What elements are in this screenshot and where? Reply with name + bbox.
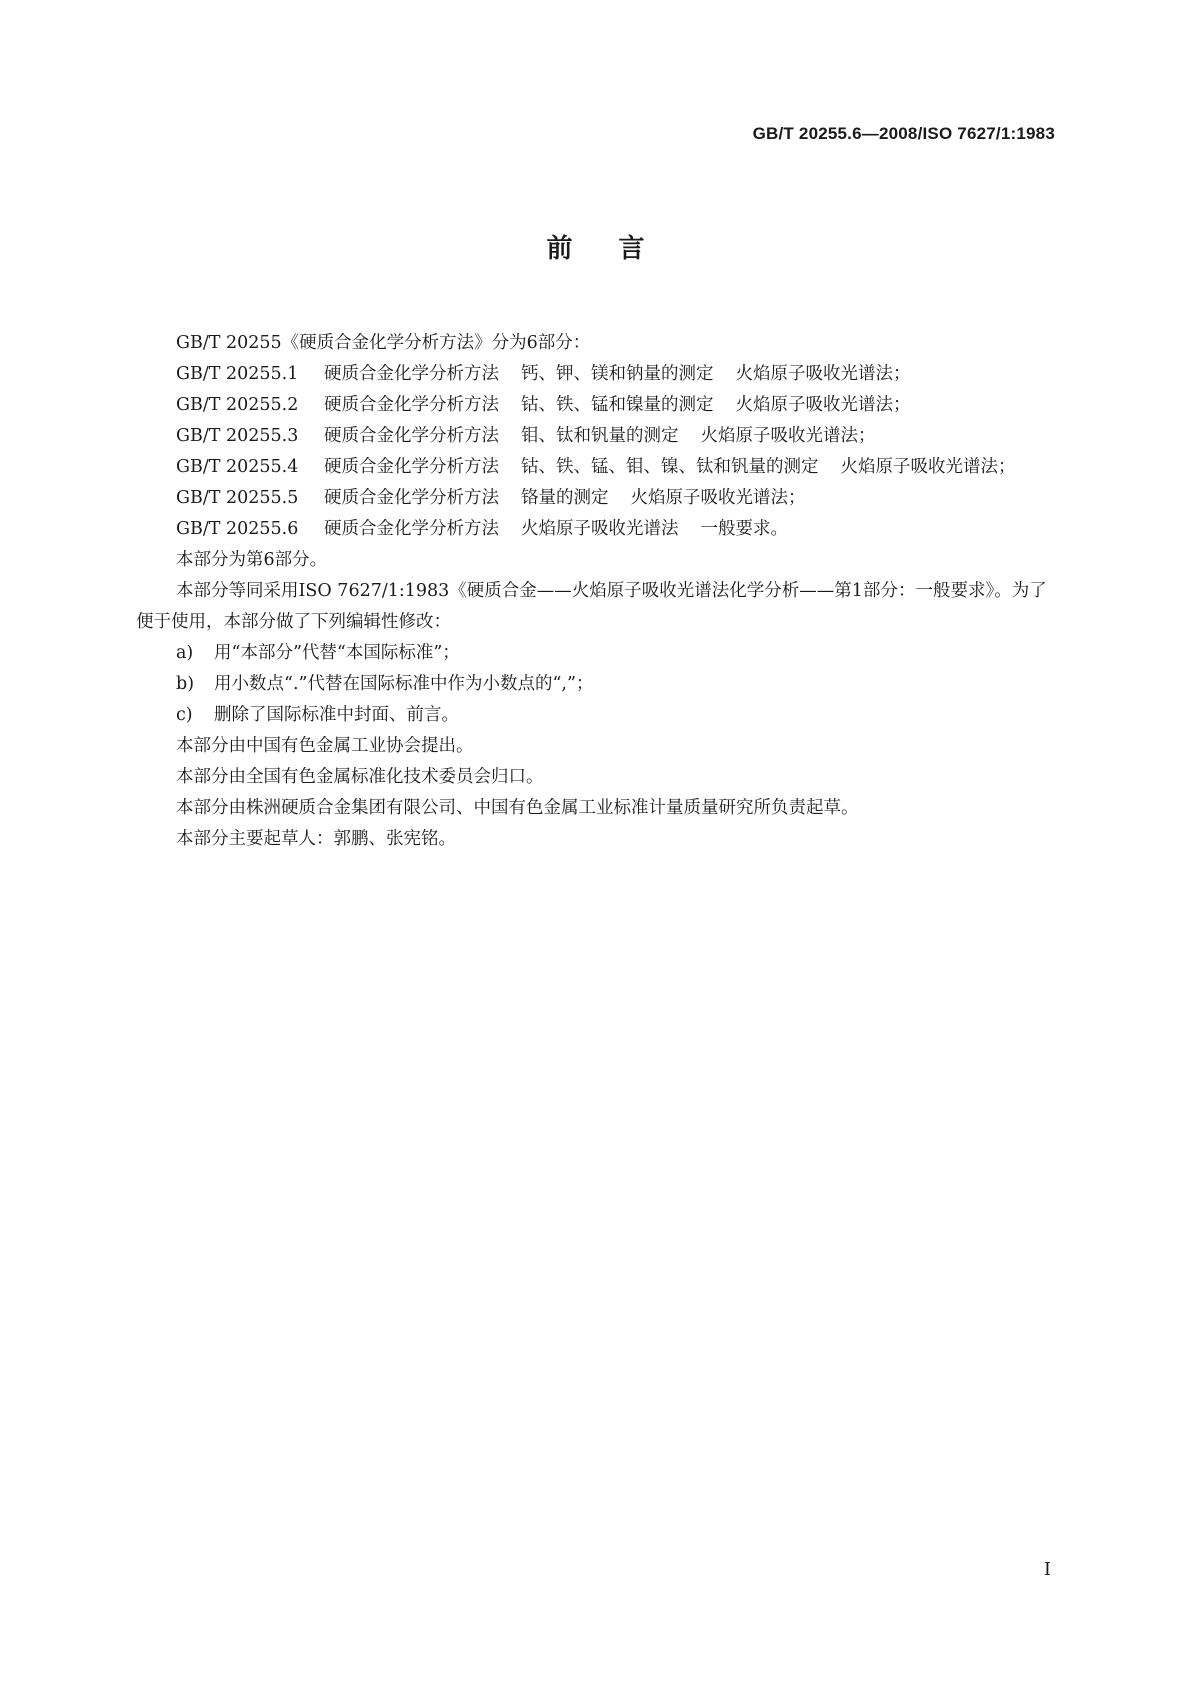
proposed-by: 本部分由中国有色金属工业协会提出。 <box>176 736 474 756</box>
standard-item-3 <box>136 421 1056 452</box>
standard-code: GB/T 20255.4 <box>176 457 299 477</box>
standard-item-6 <box>136 514 1056 545</box>
standard-subject: 钼、钛和钒量的测定 <box>521 426 679 446</box>
standard-code: GB/T 20255.5 <box>176 488 299 508</box>
standard-item-2 <box>136 390 1056 421</box>
standard-code-header: GB/T 20255.6—2008/ISO 7627/1:1983 <box>752 124 1055 143</box>
change-label: c) <box>176 705 193 725</box>
standard-subject: 铬量的测定 <box>521 488 609 508</box>
drafters: 本部分主要起草人：郭鹏、张宪铭。 <box>176 829 456 849</box>
standard-subject: 火焰原子吸收光谱法 <box>521 519 679 539</box>
page-number: I <box>1043 1559 1051 1580</box>
standard-method: 火焰原子吸收光谱法； <box>735 395 911 415</box>
standard-method: 一般要求。 <box>700 519 788 539</box>
change-item-a <box>136 638 1056 669</box>
standard-code: GB/T 20255.6 <box>176 519 299 539</box>
change-label: b) <box>176 674 195 694</box>
standard-subject: 钴、铁、锰和镍量的测定 <box>521 395 714 415</box>
page-title: 前言 <box>546 234 691 264</box>
drafted-by: 本部分由株洲硬质合金集团有限公司、中国有色金属工业标准计量质量研究所负责起草。 <box>176 798 859 818</box>
standard-title: 硬质合金化学分析方法 <box>324 426 499 446</box>
standard-item-5 <box>136 483 1056 514</box>
standard-item-1 <box>136 359 1056 390</box>
standard-code: GB/T 20255.3 <box>176 426 299 446</box>
foreword-body <box>136 328 1056 855</box>
standard-title: 硬质合金化学分析方法 <box>324 488 499 508</box>
standard-title: 硬质合金化学分析方法 <box>324 364 499 384</box>
managed-by: 本部分由全国有色金属标准化技术委员会归口。 <box>176 767 544 787</box>
standard-code: GB/T 20255.2 <box>176 395 299 415</box>
part-note: 本部分为第6部分。 <box>176 550 328 570</box>
change-item-b <box>136 669 1056 700</box>
standard-code: GB/T 20255.1 <box>176 364 299 384</box>
standard-item-4 <box>136 452 1056 483</box>
change-text: 用“本部分”代替“本国际标准”； <box>214 643 460 663</box>
change-text: 删除了国际标准中封面、前言。 <box>214 705 459 725</box>
standard-subject: 钙、钾、镁和钠量的测定 <box>521 364 714 384</box>
standard-method: 火焰原子吸收光谱法； <box>630 488 806 508</box>
intro-paragraph: GB/T 20255《硬质合金化学分析方法》分为6部分： <box>176 333 591 353</box>
change-text: 用小数点“.”代替在国际标准中作为小数点的“,”； <box>214 674 594 694</box>
standard-subject: 钴、铁、锰、钼、镍、钛和钒量的测定 <box>521 457 819 477</box>
standard-method: 火焰原子吸收光谱法； <box>840 457 1016 477</box>
change-item-c <box>136 700 1056 731</box>
change-label: a) <box>176 643 194 663</box>
standard-method: 火焰原子吸收光谱法； <box>735 364 911 384</box>
standard-method: 火焰原子吸收光谱法； <box>700 426 876 446</box>
standard-title: 硬质合金化学分析方法 <box>324 457 499 477</box>
adoption-paragraph: 本部分等同采用ISO 7627/1:1983《硬质合金——火焰原子吸收光谱法化学分析——第1部分：一般要求》。为了便于使用，本部分做了下列编辑性修改： <box>136 581 1047 632</box>
standard-title: 硬质合金化学分析方法 <box>324 519 499 539</box>
standard-title: 硬质合金化学分析方法 <box>324 395 499 415</box>
